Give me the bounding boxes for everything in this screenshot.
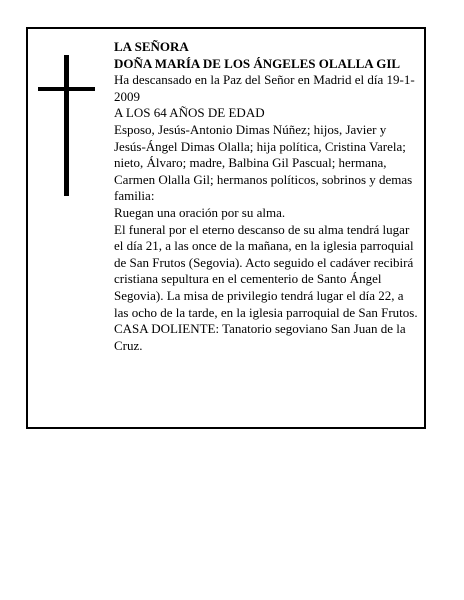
death-line: Ha descansado en la Paz del Señor en Madrid el día 19-1-2009 [114,72,415,104]
latin-cross-icon [38,55,95,196]
age-line: A LOS 64 AÑOS DE EDAD [114,105,265,121]
obituary-text [114,39,420,354]
prayer-request: Ruegan una oración por su alma. [114,204,286,220]
family-list: Esposo, Jesús-Antonio Dimas Núñez; hijos, Javier y Jesús-Ángel Dimas Olalla; hija política, Cristina Varela; nieto, Álvaro; madre, Balbina Gil Pascual; hermana, Carmen Olalla Gil; hermanos políticos, sobrinos y demas familia: [114,121,413,204]
cross-horizontal-bar [38,87,95,91]
deceased-name: DOÑA MARÍA DE LOS ÁNGELES OLALLA GIL [114,55,401,71]
notice-heading: LA SEÑORA [114,39,189,54]
cross-vertical-bar [64,55,69,196]
casa-doliente: CASA DOLIENTE: Tanatorio segoviano San Juan de la Cruz. [114,321,406,353]
funeral-details: El funeral por el eterno descanso de su alma tendrá lugar el día 21, a las once de la mañana, en la iglesia parroquial de San Frutos (Segovia). Acto seguido el cadáver recibirá cristiana sepultura en el cementerio de Santo Ángel Segovia). La misa de privilegio tendrá lugar el día 22, a las ocho de la tarde, en la iglesia parroquial de San Frutos. [114,221,418,320]
